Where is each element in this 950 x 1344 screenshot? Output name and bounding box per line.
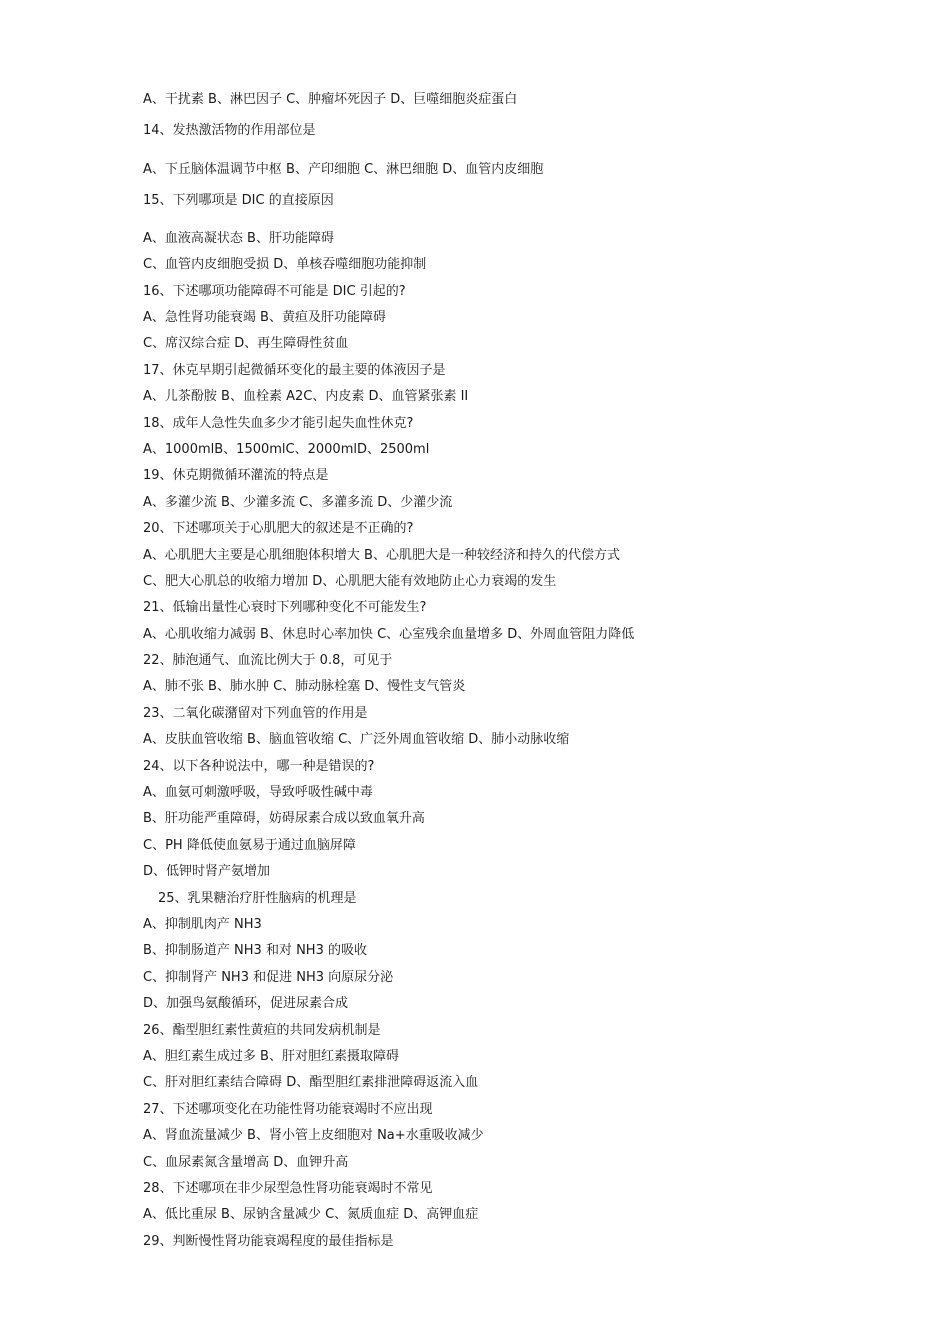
answer-options-20-cd: C、肥大心肌总的收缩力增加 D、心肌肥大能有效地防止心力衰竭的发生 <box>143 574 557 589</box>
question-14: 14、发热激活物的作用部位是 <box>143 123 316 138</box>
answer-option-24-d: D、低钾时肾产氨增加 <box>143 864 271 879</box>
answer-option-25-c: C、抑制肾产 NH3 和促进 NH3 向原尿分泌 <box>143 970 394 985</box>
answer-options-19: A、多灌少流 B、少灌多流 C、多灌多流 D、少灌少流 <box>143 495 453 510</box>
question-22: 22、肺泡通气、血流比例大于 0.8，可见于 <box>143 653 393 668</box>
answer-options-16-ab: A、急性肾功能衰竭 B、黄疸及肝功能障碍 <box>143 310 386 325</box>
answer-options-26-ab: A、胆红素生成过多 B、肝对胆红素摄取障碍 <box>143 1049 399 1064</box>
question-28: 28、下述哪项在非少尿型急性肾功能衰竭时不常见 <box>143 1181 433 1196</box>
question-18: 18、成年人急性失血多少才能引起失血性休克? <box>143 416 414 431</box>
answer-option-24-c: C、PH 降低使血氨易于通过血脑屏障 <box>143 838 356 853</box>
question-25: 25、乳果糖治疗肝性脑病的机理是 <box>158 891 357 906</box>
question-27: 27、下述哪项变化在功能性肾功能衰竭时不应出现 <box>143 1102 433 1117</box>
question-21: 21、低输出量性心衰时下列哪种变化不可能发生? <box>143 600 427 615</box>
answer-options-22: A、肺不张 B、肺水肿 C、肺动脉栓塞 D、慢性支气管炎 <box>143 679 466 694</box>
question-24: 24、以下各种说法中，哪一种是错误的? <box>143 759 375 774</box>
answer-option-24-b: B、肝功能严重障碍，妨碍尿素合成以致血氧升高 <box>143 811 425 826</box>
answer-options-16-cd: C、席汉综合症 D、再生障碍性贫血 <box>143 336 349 351</box>
answer-option-24-a: A、血氨可刺激呼吸，导致呼吸性碱中毒 <box>143 785 373 800</box>
answer-options-27-ab: A、肾血流量减少 B、肾小管上皮细胞对 Na+水重吸收减少 <box>143 1128 484 1143</box>
answer-options-15-ab: A、血液高凝状态 B、肝功能障碍 <box>143 231 334 246</box>
question-16: 16、下述哪项功能障碍不可能是 DIC 引起的? <box>143 284 406 299</box>
question-19: 19、休克期微循环灌流的特点是 <box>143 468 329 483</box>
answer-options-17: A、儿茶酚胺 B、血栓素 A2C、内皮素 D、血管紧张素 II <box>143 389 469 404</box>
answer-option-25-d: D、加强鸟氨酸循环，促进尿素合成 <box>143 996 349 1011</box>
answer-option-25-a: A、抑制肌肉产 NH3 <box>143 917 262 932</box>
question-23: 23、二氧化碳潴留对下列血管的作用是 <box>143 706 368 721</box>
question-15: 15、下列哪项是 DIC 的直接原因 <box>143 193 334 208</box>
answer-options-21: A、心肌收缩力减弱 B、休息时心率加快 C、心室残余血量增多 D、外周血管阻力降低 <box>143 627 635 642</box>
question-29: 29、判断慢性肾功能衰竭程度的最佳指标是 <box>143 1234 394 1249</box>
answer-options-23: A、皮肤血管收缩 B、脑血管收缩 C、广泛外周血管收缩 D、肺小动脉收缩 <box>143 732 570 747</box>
answer-options-14: A、下丘脑体温调节中枢 B、产印细胞 C、淋巴细胞 D、血管内皮细胞 <box>143 162 544 177</box>
question-26: 26、酯型胆红素性黄疸的共同发病机制是 <box>143 1023 381 1038</box>
answer-options-13: A、干扰素 B、淋巴因子 C、肿瘤坏死因子 D、巨噬细胞炎症蛋白 <box>143 92 518 107</box>
answer-options-18: A、1000mlB、1500mlC、2000mlD、2500ml <box>143 442 430 457</box>
answer-options-27-cd: C、血尿素氮含量增高 D、血钾升高 <box>143 1155 349 1170</box>
answer-options-20-ab: A、心肌肥大主要是心肌细胞体积增大 B、心肌肥大是一种较经济和持久的代偿方式 <box>143 548 620 563</box>
answer-options-28: A、低比重尿 B、尿钠含量减少 C、氮质血症 D、高钾血症 <box>143 1207 479 1222</box>
answer-options-15-cd: C、血管内皮细胞受损 D、单核吞噬细胞功能抑制 <box>143 257 427 272</box>
answer-option-25-b: B、抑制肠道产 NH3 和对 NH3 的吸收 <box>143 943 367 958</box>
question-17: 17、休克早期引起微循环变化的最主要的体液因子是 <box>143 363 446 378</box>
question-20: 20、下述哪项关于心肌肥大的叙述是不正确的? <box>143 521 414 536</box>
answer-options-26-cd: C、肝对胆红素结合障碍 D、酯型胆红素排泄障碍返流入血 <box>143 1075 479 1090</box>
